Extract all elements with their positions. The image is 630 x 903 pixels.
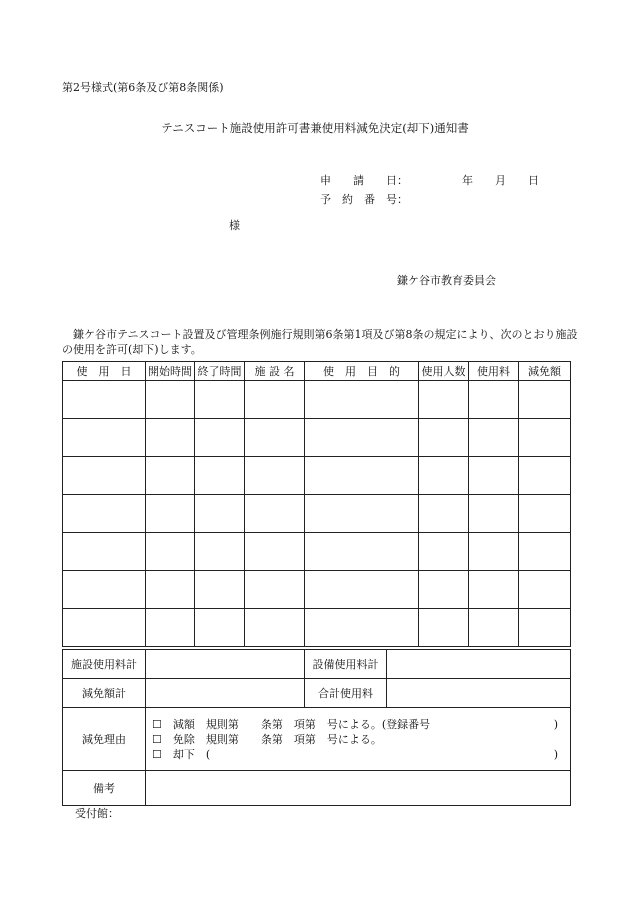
header-start-time: 開始時間 [146, 362, 195, 381]
table-cell[interactable] [63, 381, 146, 419]
usage-table [62, 361, 571, 647]
application-date-label: 申 請 日： [320, 174, 408, 187]
table-cell[interactable] [419, 571, 469, 609]
table-row [63, 533, 571, 571]
table-cell[interactable] [245, 533, 305, 571]
total-fee-field[interactable] [387, 679, 571, 708]
header-reduction-amount: 減免額 [519, 362, 571, 381]
reduction-total-label: 減免額計 [63, 679, 146, 708]
table-row [63, 571, 571, 609]
table-cell[interactable] [519, 609, 571, 647]
table-row [63, 609, 571, 647]
table-cell[interactable] [245, 419, 305, 457]
summary-row-remarks [63, 771, 571, 806]
header-usage-purpose: 使 用 目 的 [305, 362, 419, 381]
table-cell[interactable] [305, 609, 419, 647]
table-cell[interactable] [195, 571, 245, 609]
table-cell[interactable] [419, 381, 469, 419]
header-usage-fee: 使用料 [469, 362, 519, 381]
table-cell[interactable] [195, 457, 245, 495]
table-row [63, 495, 571, 533]
table-cell[interactable] [469, 533, 519, 571]
table-cell[interactable] [63, 609, 146, 647]
table-row [63, 457, 571, 495]
table-cell[interactable] [63, 457, 146, 495]
table-cell[interactable] [63, 571, 146, 609]
table-cell[interactable] [245, 609, 305, 647]
table-cell[interactable] [419, 609, 469, 647]
table-cell[interactable] [419, 495, 469, 533]
table-cell[interactable] [63, 533, 146, 571]
table-cell[interactable] [469, 609, 519, 647]
table-row [63, 419, 571, 457]
option-reduction-close-paren: ) [553, 717, 558, 731]
option-exemption[interactable] [152, 732, 570, 747]
option-reduction-text: ☐ 減額 規則第 条第 項第 号による。(登録番号 [152, 717, 431, 731]
table-row [63, 381, 571, 419]
table-cell[interactable] [519, 495, 571, 533]
summary-row-totals [63, 679, 571, 708]
table-cell[interactable] [146, 609, 195, 647]
remarks-field[interactable] [146, 771, 571, 806]
table-cell[interactable] [305, 419, 419, 457]
table-cell[interactable] [469, 495, 519, 533]
equipment-fee-total-label: 設備使用料計 [305, 650, 387, 679]
table-cell[interactable] [305, 533, 419, 571]
option-rejected[interactable] [152, 747, 570, 762]
facility-fee-total-field[interactable] [146, 650, 305, 679]
table-cell[interactable] [519, 571, 571, 609]
table-cell[interactable] [63, 495, 146, 533]
summary-table [62, 649, 571, 806]
table-cell[interactable] [146, 419, 195, 457]
table-cell[interactable] [245, 495, 305, 533]
reduction-reason-label: 減免理由 [63, 708, 146, 771]
header-facility-name: 施 設 名 [245, 362, 305, 381]
addressee-suffix: 様 [229, 219, 240, 232]
issuer-name: 鎌ケ谷市教育委員会 [397, 274, 496, 287]
table-cell[interactable] [146, 381, 195, 419]
table-cell[interactable] [195, 533, 245, 571]
summary-row-reason [63, 708, 571, 771]
table-cell[interactable] [519, 419, 571, 457]
reservation-number-label: 予 約 番 号： [320, 193, 408, 206]
table-cell[interactable] [419, 419, 469, 457]
form-number-label: 第2号様式(第6条及び第8条関係) [62, 81, 224, 94]
table-cell[interactable] [195, 609, 245, 647]
total-fee-label: 合計使用料 [305, 679, 387, 708]
table-cell[interactable] [195, 381, 245, 419]
body-text: 鎌ケ谷市テニスコート設置及び管理条例施行規則第6条第1項及び第8条の規定により、次のとおり施設の使用を許可(却下)します。 [62, 328, 578, 356]
table-cell[interactable] [245, 571, 305, 609]
option-rejected-text: ☐ 却下 ( [152, 747, 211, 761]
remarks-label: 備考 [63, 771, 146, 806]
header-end-time: 終了時間 [195, 362, 245, 381]
table-cell[interactable] [305, 495, 419, 533]
table-cell[interactable] [146, 533, 195, 571]
table-cell[interactable] [469, 571, 519, 609]
table-cell[interactable] [419, 533, 469, 571]
facility-fee-total-label: 施設使用料計 [63, 650, 146, 679]
header-usage-date: 使 用 日 [63, 362, 146, 381]
table-cell[interactable] [245, 457, 305, 495]
table-cell[interactable] [245, 381, 305, 419]
table-cell[interactable] [146, 571, 195, 609]
table-cell[interactable] [195, 495, 245, 533]
application-date-value: 年 月 日 [462, 174, 539, 187]
option-exemption-text: ☐ 免除 規則第 条第 項第 号による。 [152, 732, 382, 746]
table-cell[interactable] [146, 495, 195, 533]
equipment-fee-total-field[interactable] [387, 650, 571, 679]
document-title: テニスコート施設使用許可書兼使用料減免決定(却下)通知書 [161, 121, 469, 135]
table-cell[interactable] [519, 381, 571, 419]
table-cell[interactable] [519, 533, 571, 571]
table-cell[interactable] [305, 571, 419, 609]
table-cell[interactable] [146, 457, 195, 495]
summary-row-fees [63, 650, 571, 679]
table-cell[interactable] [469, 381, 519, 419]
header-user-count: 使用人数 [419, 362, 469, 381]
table-header-row [63, 362, 571, 381]
table-cell[interactable] [305, 457, 419, 495]
reception-facility-label: 受付館： [75, 807, 119, 820]
reduction-total-field[interactable] [146, 679, 305, 708]
table-cell[interactable] [419, 457, 469, 495]
table-cell[interactable] [469, 419, 519, 457]
option-reduction[interactable] [152, 717, 570, 732]
option-rejected-close-paren: ) [553, 747, 558, 761]
reduction-reason-options [146, 708, 571, 771]
table-cell[interactable] [519, 457, 571, 495]
table-cell[interactable] [469, 457, 519, 495]
table-cell[interactable] [195, 419, 245, 457]
table-cell[interactable] [63, 419, 146, 457]
table-cell[interactable] [305, 381, 419, 419]
